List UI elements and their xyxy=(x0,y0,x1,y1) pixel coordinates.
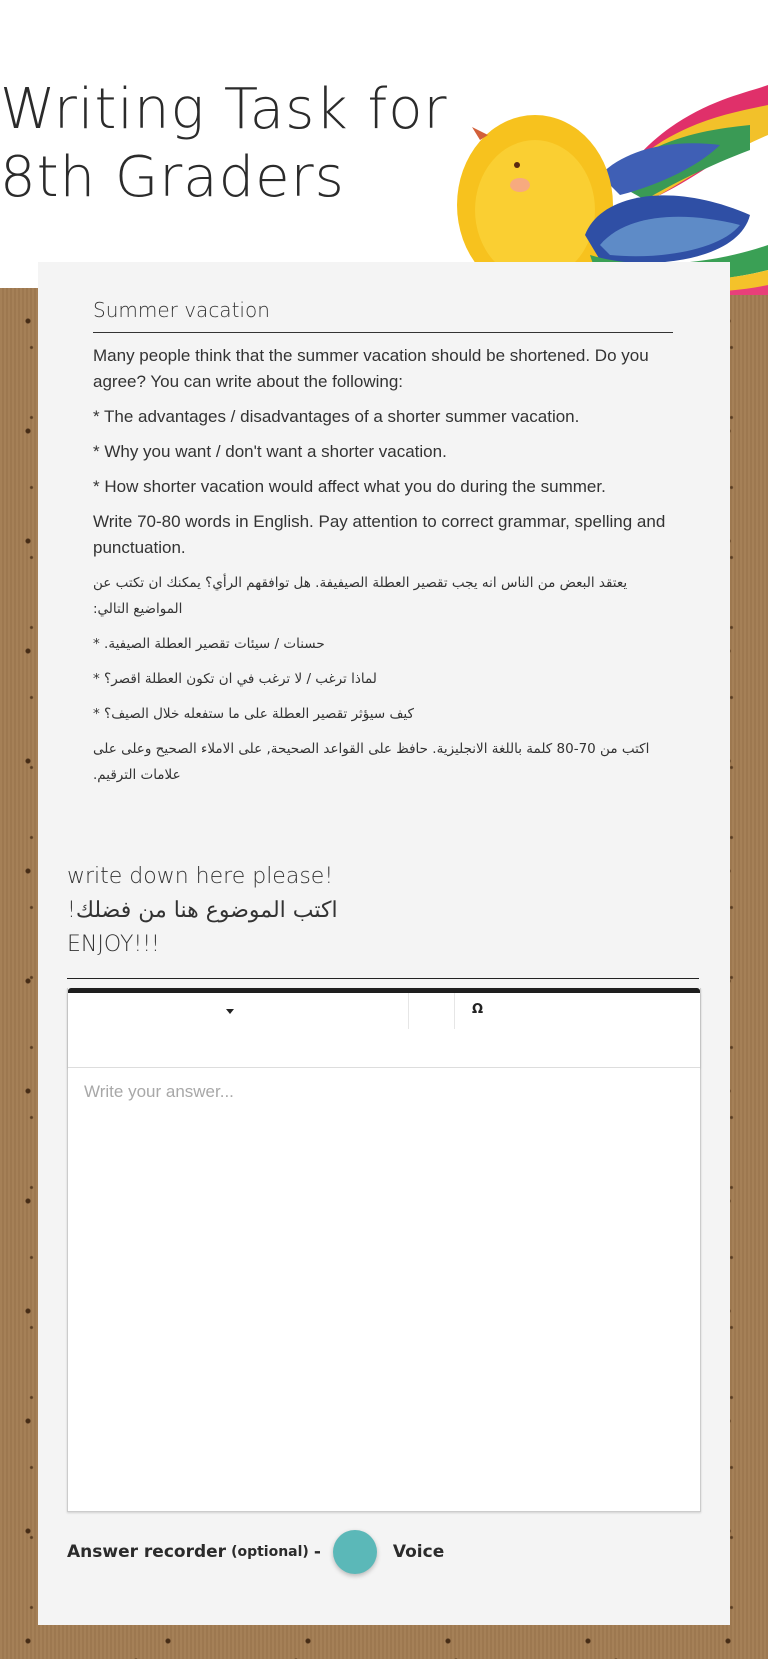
arabic-bullet: لماذا ترغب / لا ترغب في ان تكون العطلة اقصر؟ * xyxy=(93,671,377,687)
question-bullet: * The advantages / disadvantages of a shorter summer vacation. xyxy=(93,407,580,426)
question-bullet: * Why you want / don't want a shorter vacation. xyxy=(93,442,447,461)
answer-prompt xyxy=(67,860,697,962)
arabic-intro: يعتقد البعض من الناس انه يجب تقصير العطلة الصيفيفة. هل توافقهم الرأي؟ يمكنك ان تكتب عن المواضيع التالي: xyxy=(93,575,628,617)
question-instructions: Write 70-80 words in English. Pay attention to correct grammar, spelling and punctuation. xyxy=(93,512,666,557)
editor-toolbar xyxy=(68,993,700,1068)
arabic-bullet: كيف سيؤثر تقصير العطلة على ما ستفعله خلال الصيف؟ * xyxy=(93,706,414,722)
arabic-bullet: حسنات / سيئات تقصير العطلة الصيفية. * xyxy=(93,636,325,652)
question-bullet: * How shorter vacation would affect what you do during the summer. xyxy=(93,477,606,496)
page-header xyxy=(0,0,768,288)
recorder-label: Answer recorder xyxy=(67,1542,227,1562)
answer-recorder xyxy=(67,1530,444,1574)
question-intro: Many people think that the summer vacation should be shortened. Do you agree? You can write about the following: xyxy=(93,346,649,391)
prompt-english: write down here please! xyxy=(67,864,334,889)
caret-down-icon xyxy=(226,1009,234,1014)
question-card xyxy=(38,262,730,1625)
voice-label: Voice xyxy=(392,1542,445,1562)
page-title: Writing Task for 8th Graders xyxy=(0,77,448,210)
special-character-button[interactable]: Ω xyxy=(472,1002,484,1017)
rich-text-editor xyxy=(67,988,701,1512)
question-block xyxy=(93,298,673,797)
record-voice-button[interactable] xyxy=(333,1530,377,1574)
recorder-optional: (optional) xyxy=(231,1544,309,1560)
divider xyxy=(67,978,699,979)
recorder-dash: - xyxy=(313,1542,321,1562)
question-title: Summer vacation xyxy=(93,298,673,333)
prompt-arabic: !اكتب الموضوع هنا من فضلك xyxy=(67,898,338,923)
format-dropdown[interactable] xyxy=(68,993,408,1029)
toolbar-button[interactable] xyxy=(409,993,453,1029)
answer-input[interactable] xyxy=(68,1068,700,1510)
arabic-instructions: اكتب من 70-80 كلمة باللغة الانجليزية. حافظ على القواعد الصحيحة, على الاملاء الصحيح وعلى على علامات الترقيم. xyxy=(93,741,650,783)
toolbar-separator xyxy=(454,993,455,1029)
prompt-enjoy: ENJOY!!! xyxy=(67,932,160,957)
